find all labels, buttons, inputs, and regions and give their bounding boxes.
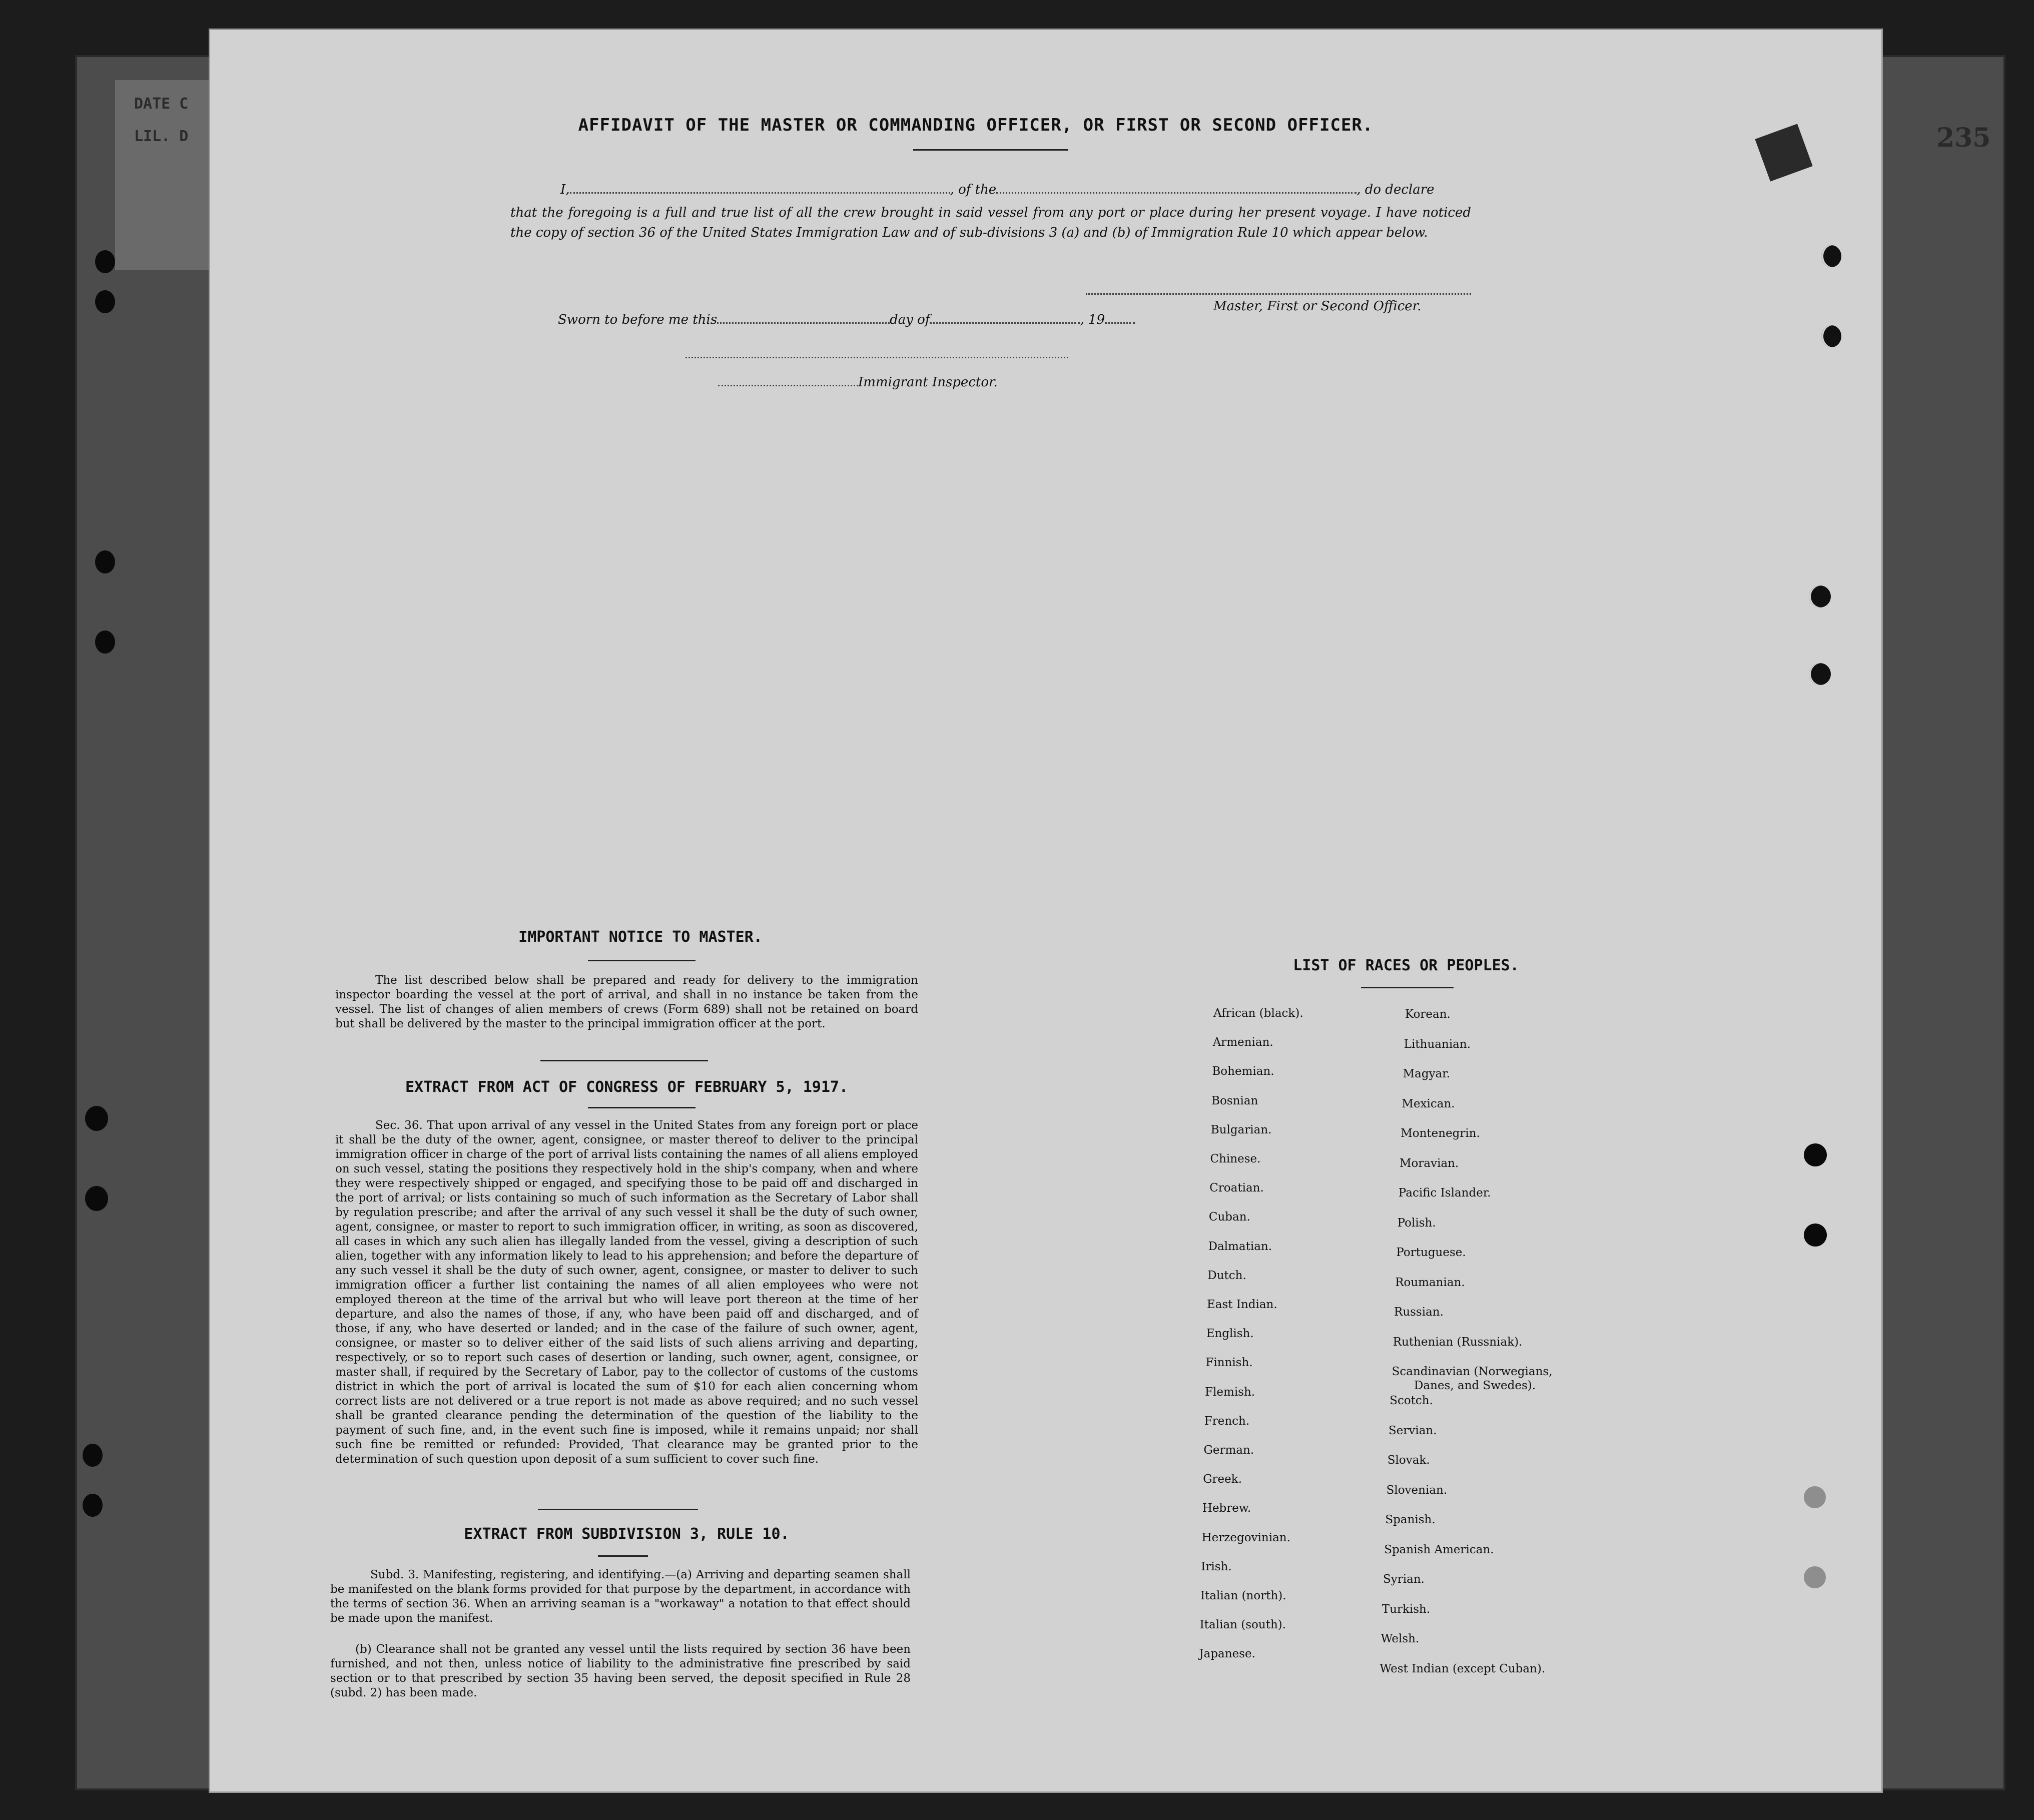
sworn-year-label: , 19 (1080, 312, 1105, 327)
race-item-right: Scandinavian (Norwegians, (1392, 1365, 1553, 1378)
page-number: 235 (1936, 123, 1991, 153)
race-item-right: Welsh. (1381, 1632, 1420, 1645)
edge-label-2: LIL. D (134, 128, 189, 145)
race-item-left: Herzegovinian. (1201, 1531, 1290, 1544)
race-item-left: Flemish. (1205, 1385, 1255, 1399)
act-extract-title: EXTRACT FROM ACT OF CONGRESS OF FEBRUARY 5, 1917. (405, 1078, 848, 1096)
binder-hole (83, 1494, 103, 1517)
inspector-line (718, 373, 998, 392)
binder-hole (85, 1186, 108, 1211)
master-signature-label: Master, First or Second Officer. (1213, 299, 1422, 314)
sworn-label: Sworn to before me this (558, 312, 718, 327)
divider (598, 1555, 648, 1557)
rule-extract-title: EXTRACT FROM SUBDIVISION 3, RULE 10. (464, 1525, 790, 1543)
affidavit-body: that the foregoing is a full and true list of all the crew brought in said vessel from any port or place during her present voyage. I have noticed the copy of section 36 of the United States Immigration Law and of sub-divisions 3 (a) and (b) of Immigration Rule 10 which appear below. (510, 205, 1471, 240)
races-title: LIST OF RACES OR PEOPLES. (1293, 957, 1519, 974)
race-item-left: Hebrew. (1202, 1502, 1251, 1515)
race-item-right: Polish. (1397, 1216, 1436, 1230)
affidavit-of-the-label: , of the (950, 182, 997, 197)
race-item-left: Bohemian. (1212, 1065, 1274, 1078)
race-item-right: Turkish. (1382, 1602, 1431, 1616)
race-item-right: Portuguese. (1396, 1246, 1466, 1259)
blank-sworn-year[interactable] (1105, 322, 1135, 324)
race-item-right: Syrian. (1383, 1573, 1425, 1586)
divider (1361, 987, 1454, 988)
race-item-left: East Indian. (1207, 1298, 1277, 1311)
blank-name-field[interactable] (570, 192, 950, 194)
race-item-left: Greek. (1203, 1473, 1242, 1486)
blank-inspector-signature[interactable] (718, 384, 858, 386)
race-item-left: French. (1204, 1414, 1250, 1428)
divider (538, 1509, 698, 1510)
race-item-right: Russian. (1394, 1306, 1444, 1319)
race-item-left: Armenian. (1212, 1036, 1273, 1049)
notice-title: IMPORTANT NOTICE TO MASTER. (518, 928, 763, 946)
blank-inspector-seal[interactable] (686, 356, 1068, 358)
race-item-right: Slovak. (1387, 1454, 1430, 1467)
page-hole (1821, 245, 1841, 267)
binder-hole (85, 1106, 108, 1131)
race-item-left: English. (1206, 1327, 1254, 1341)
race-item-right: Moravian. (1400, 1156, 1459, 1170)
blank-sworn-day[interactable] (717, 322, 890, 324)
race-item-right: Korean. (1405, 1008, 1451, 1021)
race-item-left: Croatian. (1209, 1181, 1264, 1195)
race-item-left: Bulgarian. (1210, 1123, 1272, 1136)
page-hole (1804, 1486, 1826, 1508)
sworn-line (558, 310, 1135, 329)
page-hole (1804, 1224, 1827, 1247)
race-item-right: Servian. (1389, 1424, 1437, 1437)
divider (588, 960, 696, 961)
race-item-left: Japanese. (1199, 1647, 1255, 1661)
binder-hole (95, 250, 115, 273)
race-item-right: Montenegrin. (1401, 1127, 1480, 1140)
race-item-right: Magyar. (1403, 1067, 1451, 1080)
race-item-right: Spanish American. (1384, 1543, 1494, 1556)
edge-label-1: DATE C (134, 95, 189, 113)
page-hole (1821, 325, 1841, 347)
race-item-left: Finnish. (1205, 1356, 1253, 1370)
binder-hole (95, 290, 115, 313)
inspector-label: Immigrant Inspector. (858, 375, 998, 390)
race-item-right: Mexican. (1402, 1097, 1455, 1110)
race-item-right: Pacific Islander. (1398, 1186, 1491, 1199)
divider (913, 149, 1068, 151)
blank-master-signature[interactable] (1086, 293, 1471, 295)
race-item-left: Dalmatian. (1208, 1240, 1272, 1253)
divider (588, 1107, 696, 1108)
race-item-left: Italian (south). (1199, 1618, 1286, 1632)
race-item-left: Chinese. (1210, 1152, 1261, 1165)
race-item-right: Roumanian. (1395, 1276, 1465, 1289)
page-hole (1804, 1143, 1827, 1166)
page-hole (1809, 585, 1831, 608)
race-item-right: Danes, and Swedes). (1414, 1379, 1536, 1392)
rule-extract-para-a: Subd. 3. Manifesting, registering, and identifying.—(a) Arriving and departing seamen shall be manifested on the blank forms provided for that purpose by the department, in accordance with the terms of section 36. When an arriving seaman is a "workaway" a notation to that effect should be made upon the manifest. (330, 1568, 911, 1625)
sworn-day-of-label: day of (890, 312, 930, 327)
race-item-left: German. (1203, 1444, 1254, 1457)
binder-hole (83, 1444, 103, 1467)
race-item-left: Bosnian (1211, 1094, 1258, 1107)
race-item-right: Spanish. (1385, 1513, 1436, 1526)
page-hole (1804, 1566, 1826, 1588)
binder-hole (95, 631, 115, 654)
binder-hole (95, 550, 115, 573)
race-item-right: Ruthenian (Russniak). (1393, 1335, 1523, 1349)
rule-extract-para-b: (b) Clearance shall not be granted any vessel until the lists required by section 36 have been furnished, and not then, unless notice of liability to the administrative fine prescribed by said section or to that prescribed by section 35 having been served, the deposit specified in Rule 28 (subd. 2) has been made. (330, 1643, 911, 1699)
race-item-left: Italian (north). (1200, 1589, 1286, 1602)
race-item-left: Dutch. (1207, 1269, 1246, 1282)
act-extract-text: Sec. 36. That upon arrival of any vessel in the United States from any foreign port or place it shall be the duty of the owner, agent, consignee, or master thereof to deliver to the principal immigration officer in charge of the port of arrival lists containing the names of all aliens employed on such vessel, stating the positions they respectively hold in the ship's company, when and where they were respectively shipped or engaged, and specifying those to be paid off and discharged in the port of arrival; or lists containing so much of such information as the Secretary of Labor shall by regulation prescribe; and after the arrival of any such vessel it shall be the duty of such owner, agent, consignee, or master to report to such immigration officer, in writing, as soon as discovered, all cases in which any such alien has illegally landed from the vessel, giving a description of such alien, together with any information likely to lead to his apprehension; and before the departure of any such vessel it shall be the duty of such owner, agent, consignee, or master to deliver to such immigration officer a further list containing the names of all alien employees who were not employed thereon at the time of the arrival but who will leave port thereon at the time of her departure, and also the names of those, if any, who have been paid off and discharged, and of those, if any, who have deserted or landed; and in the case of the failure of such owner, agent, consignee, or master so to deliver either of the said lists of such aliens arriving and departing, respectively, or so to report such cases of desertion or landing, such owner, agent, consignee, or master shall, if required by the Secretary of Labor, pay to the collector of customs of the customs district in which the port of arrival is located the sum of $10 for each alien concerning whom correct lists are not delivered or a true report is not made as above required; and no such vessel shall be granted clearance pending the determination of the question of the liability to the payment of such fine, and, in the event such fine is imposed, while it remains unpaid; nor shall such fine be remitted or refunded: Provided, That clearance may be granted prior to the determination of such question upon deposit of a sum sufficient to cover such fine. (335, 1119, 918, 1466)
race-item-right: West Indian (except Cuban). (1380, 1662, 1546, 1675)
race-item-left: Irish. (1201, 1560, 1232, 1573)
race-item-left: Cuban. (1208, 1210, 1250, 1224)
affidavit-i-label: I, (560, 182, 570, 197)
blank-sworn-month[interactable] (930, 322, 1080, 324)
page-hole (1809, 663, 1831, 685)
race-item-right: Lithuanian. (1404, 1037, 1471, 1051)
affidavit-declare-label: , do declare (1357, 182, 1435, 197)
race-item-left: African (black). (1213, 1007, 1303, 1020)
race-item-right: Scotch. (1390, 1394, 1433, 1407)
blank-vessel-field[interactable] (996, 192, 1357, 194)
race-item-right: Slovenian. (1386, 1483, 1448, 1497)
divider (540, 1060, 708, 1061)
notice-text: The list described below shall be prepared and ready for delivery to the immigration inspector boarding the vessel at the port of arrival, and shall in no instance be taken from the vessel. The list of changes of alien members of crews (Form 689) shall not be retained on board but shall be delivered by the master to the principal immigration officer at the port. (335, 974, 918, 1030)
affidavit-line1 (560, 180, 1435, 199)
affidavit-title: AFFIDAVIT OF THE MASTER OR COMMANDING OFFICER, OR FIRST OR SECOND OFFICER. (578, 115, 1374, 135)
